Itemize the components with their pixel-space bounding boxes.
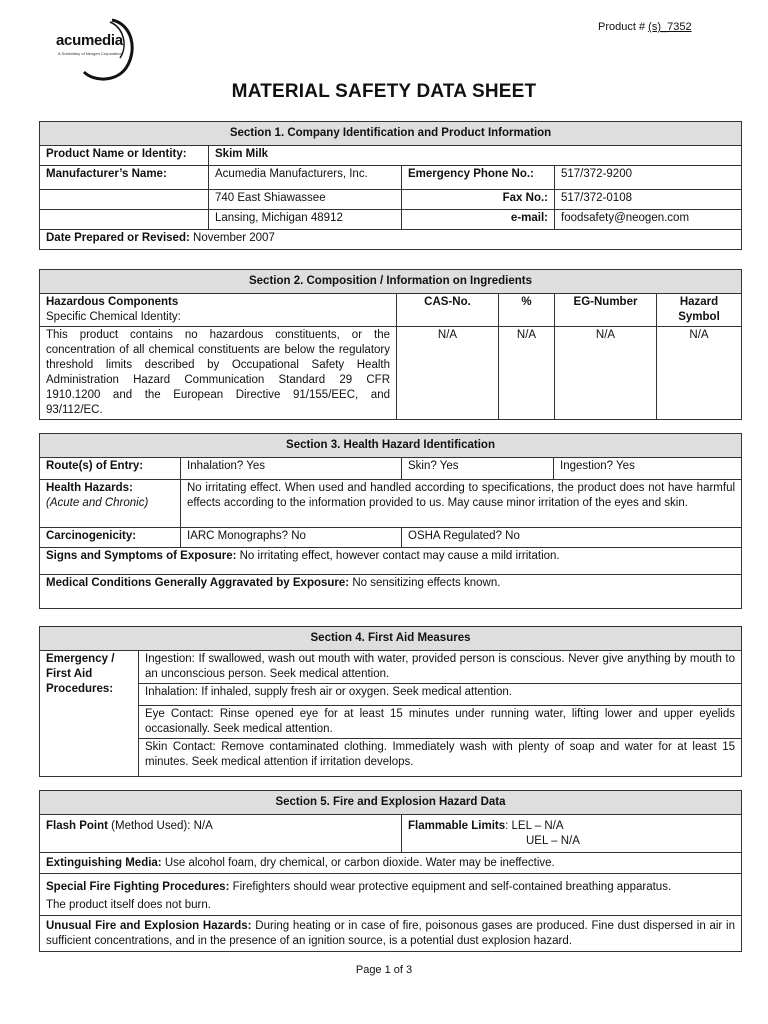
carcinogenicity-label: Carcinogenicity: <box>40 528 181 548</box>
skin-route: Skin? Yes <box>402 458 554 480</box>
logo-text: acumedia <box>56 32 123 49</box>
section-3-table <box>39 433 742 609</box>
email-label: e-mail: <box>402 210 555 230</box>
first-aid-skin-contact: Skin Contact: Remove contaminated clothing. Immediately wash with plenty of soap and water for at least 15 minutes. Seek medical attention if irritation develops. <box>139 739 742 777</box>
health-hazards-label: Health Hazards: <box>46 482 133 494</box>
signs-symptoms-label: Signs and Symptoms of Exposure: <box>46 550 237 562</box>
first-aid-label-line-2: First Aid <box>46 668 93 680</box>
cas-header: CAS-No. <box>397 294 499 327</box>
flash-point-text: (Method Used): N/A <box>107 820 213 832</box>
first-aid-label <box>40 651 139 777</box>
ingestion-route: Ingestion? Yes <box>554 458 742 480</box>
product-number-value: (s)_7352 <box>648 21 692 33</box>
product-number <box>598 21 692 33</box>
section-3-title: Section 3. Health Hazard Identification <box>40 434 742 458</box>
product-name-label: Product Name or Identity: <box>40 146 209 166</box>
flash-point-cell <box>40 815 402 853</box>
date-prepared-value: November 2007 <box>193 232 275 244</box>
address-line-1: 740 East Shiawassee <box>209 190 402 210</box>
health-hazards-sub: (Acute and Chronic) <box>46 497 149 509</box>
section-5-title: Section 5. Fire and Explosion Hazard Data <box>40 791 742 815</box>
date-prepared-row <box>40 230 742 250</box>
section-5-table <box>39 790 742 952</box>
unusual-hazards-row <box>40 916 742 952</box>
eg-number-value: N/A <box>555 327 657 420</box>
page-number: Page 1 of 3 <box>355 964 413 976</box>
acumedia-logo <box>50 16 140 86</box>
section-4-table <box>39 626 742 777</box>
product-number-label: Product # <box>598 21 646 33</box>
health-hazards-text: No irritating effect. When used and handled according to specifications, the product does not have harmful effects according to the information provided to us. May cause minor irritation of the eyes and skin. <box>181 480 742 528</box>
first-aid-ingestion: Ingestion: If swallowed, wash out mouth with water, provided person is conscious. Never give anything by mouth to an unconscious person. Seek medical attention. <box>139 651 742 684</box>
date-prepared-label: Date Prepared or Revised: <box>46 232 190 244</box>
flammable-limits-cell <box>402 815 742 853</box>
logo-tagline: A Subsidiary of Neogen Corporation <box>58 51 122 56</box>
blank-cell <box>40 210 209 230</box>
first-aid-label-line-1: Emergency / <box>46 653 115 665</box>
lel-value: : LEL – N/A <box>505 820 564 832</box>
medical-conditions-row <box>40 575 742 609</box>
emergency-phone-label: Emergency Phone No.: <box>402 166 555 190</box>
components-header-sub: Specific Chemical Identity: <box>46 311 181 323</box>
section-1-table <box>39 121 742 250</box>
special-fire-fighting-label: Special Fire Fighting Procedures: <box>46 881 230 893</box>
flash-point-label: Flash Point <box>46 820 108 832</box>
hazard-symbol-header: Hazard Symbol <box>657 294 742 327</box>
medical-conditions-label: Medical Conditions Generally Aggravated by Exposure: <box>46 577 350 589</box>
extinguishing-media-row <box>40 853 742 874</box>
email-value: foodsafety@neogen.com <box>555 210 742 230</box>
special-fire-fighting-row <box>40 874 742 916</box>
manufacturer-label: Manufacturer’s Name: <box>40 166 209 190</box>
unusual-hazards-text: During heating or in case of fire, poisonous gases are produced. Fine dust dispersed in air in sufficient concentrations, and in the presence of an ignition source, is a potential dust explosion hazard. <box>46 920 735 947</box>
section-2-title: Section 2. Composition / Information on Ingredients <box>40 270 742 294</box>
percent-value: N/A <box>499 327 555 420</box>
section-1-title: Section 1. Company Identification and Product Information <box>40 122 742 146</box>
address-line-2: Lansing, Michigan 48912 <box>209 210 402 230</box>
signs-symptoms-text: No irritating effect, however contact may cause a mild irritation. <box>236 550 560 562</box>
cas-value: N/A <box>397 327 499 420</box>
percent-header: % <box>499 294 555 327</box>
components-header-label: Hazardous Components <box>46 296 179 308</box>
extinguishing-media-label: Extinguishing Media: <box>46 857 162 869</box>
special-fire-fighting-text: Firefighters should wear protective equipment and self-contained breathing apparatus. <box>229 881 672 893</box>
composition-description: This product contains no hazardous constituents, or the concentration of all chemical constituents are below the regulatory threshold limits described by Occupational Safety Health Administration Hazard Communication Standard 29 CFR 1910.1200 and the European Directive 91/155/EEC, and 93/112/EC. <box>40 327 397 420</box>
fax-label: Fax No.: <box>402 190 555 210</box>
health-hazards-label-cell <box>40 480 181 528</box>
section-4-title: Section 4. First Aid Measures <box>40 627 742 651</box>
hazard-symbol-value: N/A <box>657 327 742 420</box>
section-2-table <box>39 269 742 420</box>
special-fire-fighting-text-2: The product itself does not burn. <box>46 899 211 911</box>
first-aid-eye-contact: Eye Contact: Rinse opened eye for at least 15 minutes under running water, lifting lower and upper eyelids occasionally. Seek medical attention. <box>139 706 742 739</box>
blank-cell <box>40 190 209 210</box>
inhalation-route: Inhalation? Yes <box>181 458 402 480</box>
document-title: MATERIAL SAFETY DATA SHEET <box>231 81 537 102</box>
first-aid-inhalation: Inhalation: If inhaled, supply fresh air or oxygen. Seek medical attention. <box>139 684 742 706</box>
extinguishing-media-text: Use alcohol foam, dry chemical, or carbon dioxide. Water may be ineffective. <box>161 857 555 869</box>
flammable-limits-label: Flammable Limits <box>408 820 506 832</box>
osha-value: OSHA Regulated? No <box>402 528 742 548</box>
iarc-value: IARC Monographs? No <box>181 528 402 548</box>
product-name-value: Skim Milk <box>209 146 742 166</box>
unusual-hazards-label: Unusual Fire and Explosion Hazards: <box>46 920 252 932</box>
fax-value: 517/372-0108 <box>555 190 742 210</box>
signs-symptoms-row <box>40 548 742 575</box>
emergency-phone-value: 517/372-9200 <box>555 166 742 190</box>
medical-conditions-text: No sensitizing effects known. <box>349 577 501 589</box>
components-header <box>40 294 397 327</box>
eg-number-header: EG-Number <box>555 294 657 327</box>
manufacturer-value: Acumedia Manufacturers, Inc. <box>209 166 402 190</box>
first-aid-label-line-3: Procedures: <box>46 683 114 695</box>
uel-value: UEL – N/A <box>526 835 580 847</box>
routes-of-entry-label: Route(s) of Entry: <box>40 458 181 480</box>
